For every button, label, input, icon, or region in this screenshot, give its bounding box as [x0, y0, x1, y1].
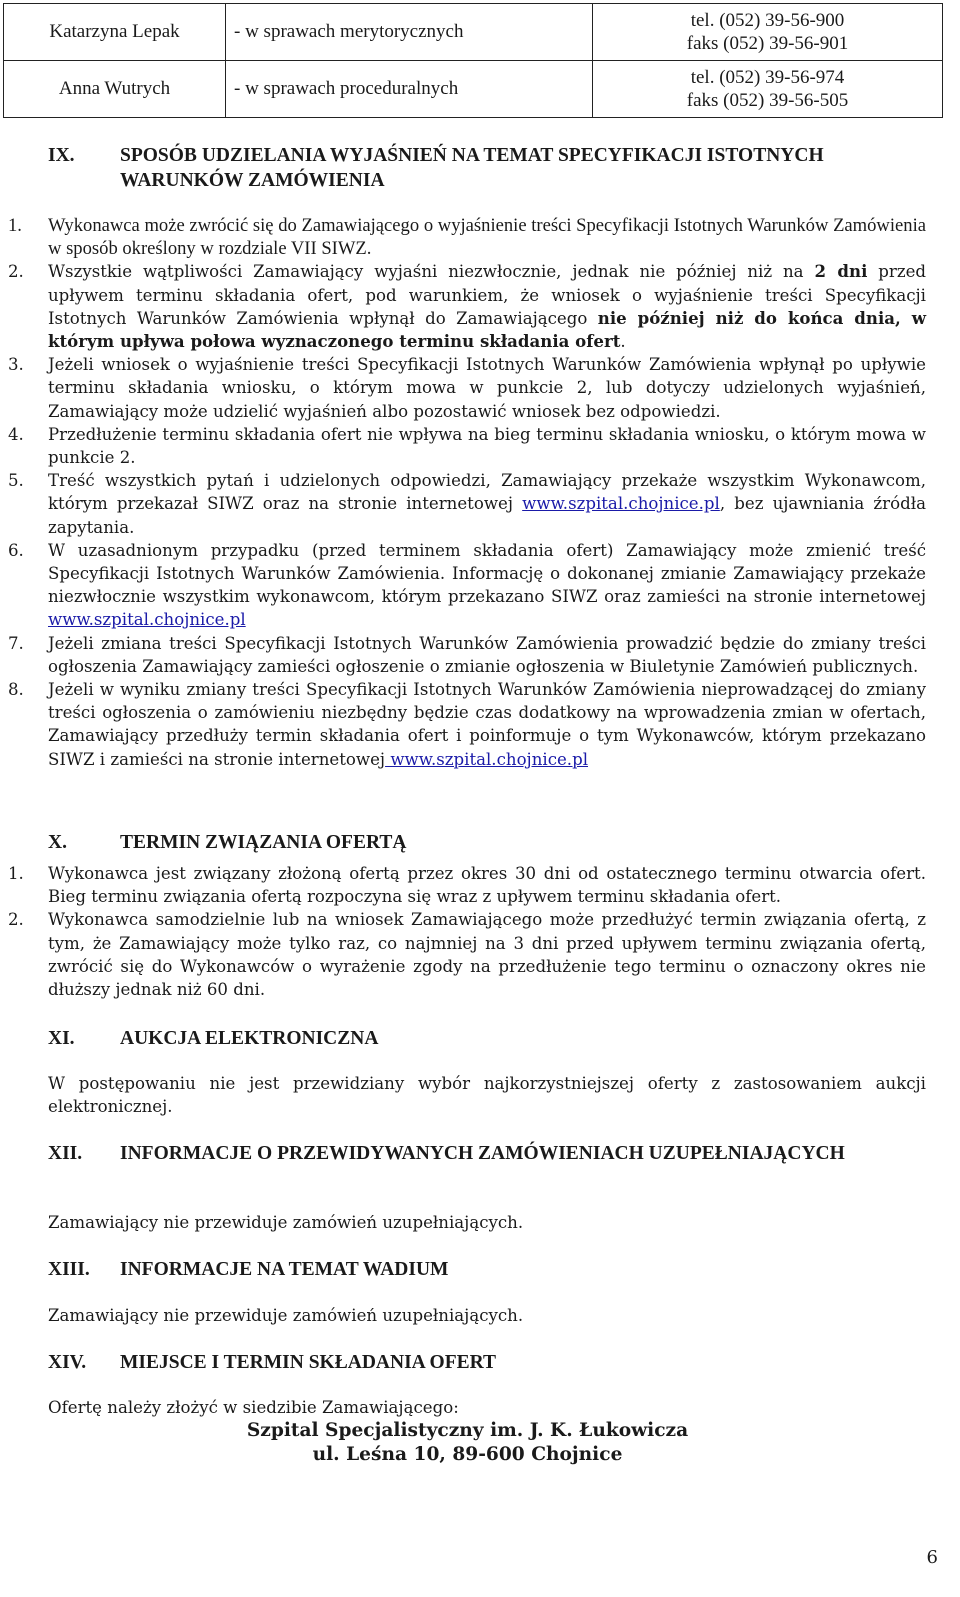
list-item: [8, 539, 926, 632]
item-number: 3.: [8, 355, 24, 375]
item-number: 8.: [8, 680, 24, 700]
item-number: 2.: [8, 910, 24, 930]
contact-phones: [593, 4, 943, 61]
contact-row: [4, 4, 943, 61]
list-item: [8, 678, 926, 771]
item-number: 2.: [8, 262, 24, 282]
item-text: Wykonawca może zwrócić się do Zamawiającego o wyjaśnienie treści Specyfikacji Istotnych Warunków Zamówienia w sposób określony w rozdziale VII SIWZ.: [48, 215, 926, 260]
website-link[interactable]: www.szpital.chojnice.pl: [522, 494, 720, 514]
section-xiv-text: Ofertę należy złożyć w siedzibie Zamawiającego:: [48, 1398, 459, 1417]
item-text: Jeżeli w wyniku zmiany treści Specyfikacji Istotnych Warunków Zamówienia nieprowadzącej do zmiany treści ogłoszenia o zamówieniu niezbędny będzie czas dodatkowy na wprowadzenia zmian w ofertach, Zamawiający przedłuży termin składania ofert i poinformuje o tym Wykonawców, którym przekazano SIWZ i zamieści na stronie internetowej: [48, 680, 926, 769]
section-xii-text: Zamawiający nie przewiduje zamówień uzupełniających.: [48, 1213, 524, 1232]
website-link[interactable]: www.szpital.chojnice.pl: [48, 610, 246, 630]
section-title: MIEJSCE I TERMIN SKŁADANIA OFERT: [120, 1352, 497, 1373]
section-number: XIV.: [48, 1352, 87, 1373]
section-number: XI.: [48, 1028, 75, 1049]
item-number: 4.: [8, 424, 24, 444]
section-xi-text: W postępowaniu nie jest przewidziany wybór najkorzystniejszej oferty z zastosowaniem aukcji elektronicznej.: [48, 1074, 926, 1117]
item-text: Wykonawca jest związany złożoną ofertą przez okres 30 dni od ostatecznego terminu otwarcia ofert. Bieg terminu związania ofertą rozpoczyna się wraz z upływem terminu składania ofert.: [48, 864, 926, 907]
item-emphasis: nie później niż do końca dnia, w którym upływa połowa wyznaczonego terminu składania ofert: [48, 307, 927, 352]
item-emphasis: 2 dni: [814, 261, 868, 282]
list-item: [8, 260, 926, 353]
item-text: Jeżeli wniosek o wyjaśnienie treści Specyfikacji Istotnych Warunków Zamówienia wpłynął po upływie terminu składania wniosku, o którym mowa w punkcie 2, lub dotyczy udzielonych wyjaśnień, Zamawiający może udzielić wyjaśnień albo pozostawić wniosek bez odpowiedzi.: [48, 355, 926, 421]
item-number: 1.: [8, 215, 22, 236]
address-line-street: ul. Leśna 10, 89-600 Chojnice: [312, 1444, 623, 1465]
list-item: [8, 423, 926, 469]
list-item: [8, 353, 926, 423]
item-number: 7.: [8, 633, 24, 653]
contact-row: [4, 61, 943, 118]
contacts-table: [3, 3, 943, 118]
section-title: SPOSÓB UDZIELANIA WYJAŚNIEŃ NA TEMAT SPECYFIKACJI ISTOTNYCH WARUNKÓW ZAMÓWIENIA: [120, 145, 824, 191]
section-x-heading: [48, 830, 928, 855]
section-xii-heading: [48, 1141, 928, 1166]
contact-name: Katarzyna Lepak: [4, 4, 226, 61]
list-item: [8, 862, 926, 908]
item-text: Wszystkie wątpliwości Zamawiający wyjaśni niezwłocznie, jednak nie później niż na: [48, 262, 815, 282]
section-xi-heading: [48, 1026, 928, 1051]
section-x-list: [8, 862, 926, 1001]
section-xiv-heading: [48, 1350, 928, 1375]
item-text: Wykonawca samodzielnie lub na wniosek Zamawiającego może przedłużyć termin związania ofertą, z tym, że Zamawiający może tylko raz, co najmniej na 3 dni przed upływem terminu związania ofertą, zwrócić się do Wykonawców o wyrażenie zgody na przedłużenie tego terminu o oznaczony okres nie dłuższy jednak niż 60 dni.: [48, 910, 926, 1000]
list-item: [8, 469, 926, 539]
contact-tel: tel. (052) 39-56-974: [690, 67, 845, 88]
section-number: XII.: [48, 1143, 83, 1164]
section-ix-list: [8, 214, 926, 771]
item-text: , bez ujawniania źródła zapytania.: [48, 494, 926, 537]
section-ix-heading: [48, 143, 928, 193]
section-xiii-heading: [48, 1257, 928, 1282]
page-number: 6: [926, 1547, 938, 1568]
section-title: INFORMACJE NA TEMAT WADIUM: [120, 1259, 449, 1280]
list-item: [8, 632, 926, 678]
contact-phones: [593, 61, 943, 118]
contact-topic: - w sprawach merytorycznych: [226, 4, 593, 61]
section-title: INFORMACJE O PRZEWIDYWANYCH ZAMÓWIENIACH UZUPEŁNIAJĄCYCH: [120, 1143, 845, 1164]
item-number: 5.: [8, 471, 24, 491]
item-text: Jeżeli zmiana treści Specyfikacji Istotnych Warunków Zamówienia prowadzić będzie do zmiany treści ogłoszenia Zamawiający zamieści ogłoszenie o zmianie ogłoszenia w Biuletynie Zamówień publicznych.: [48, 633, 926, 676]
item-text: .: [620, 332, 626, 352]
section-title: AUKCJA ELEKTRONICZNA: [120, 1028, 379, 1049]
item-text: Przedłużenie terminu składania ofert nie wpływa na bieg terminu składania wniosku, o którym mowa w punkcie 2.: [48, 424, 926, 468]
item-text: Treść wszystkich pytań i udzielonych odpowiedzi, Zamawiający przekaże wszystkim Wykonawcom, którym przekazał SIWZ oraz na stronie internetowej: [48, 471, 926, 514]
list-item: [8, 908, 926, 1001]
item-number: 6.: [8, 540, 24, 560]
list-item: [8, 214, 926, 260]
contact-name: Anna Wutrych: [4, 61, 226, 118]
section-number: XIII.: [48, 1259, 90, 1280]
section-number: IX.: [48, 145, 75, 166]
address-line-name: Szpital Specjalistyczny im. J. K. Łukowicza: [246, 1420, 689, 1441]
item-text: W uzasadnionym przypadku (przed terminem składania ofert) Zamawiający może zmienić treść Specyfikacji Istotnych Warunków Zamówienia. Informację o dokonanej zmianie Zamawiający przekaże niezwłocznie wszystkim wykonawcom, którym przekazano SIWZ oraz zamieści na stronie internetowej: [48, 540, 926, 607]
section-title: TERMIN ZWIĄZANIA OFERTĄ: [120, 832, 407, 853]
item-text: przed upływem terminu składania ofert, pod warunkiem, że wniosek o wyjaśnienie treści Specyfikacji Istotnych Warunków Zamówienia wpłynął do Zamawiającego: [48, 262, 927, 328]
section-number: X.: [48, 832, 67, 853]
contact-fax: faks (052) 39-56-901: [686, 33, 849, 54]
section-xiii-text: Zamawiający nie przewiduje zamówień uzupełniających.: [48, 1306, 524, 1325]
contact-tel: tel. (052) 39-56-900: [690, 10, 845, 31]
website-link[interactable]: www.szpital.chojnice.pl: [385, 749, 589, 769]
contact-topic: - w sprawach proceduralnych: [226, 61, 593, 118]
item-number: 1.: [8, 864, 24, 883]
contact-fax: faks (052) 39-56-505: [686, 90, 849, 111]
